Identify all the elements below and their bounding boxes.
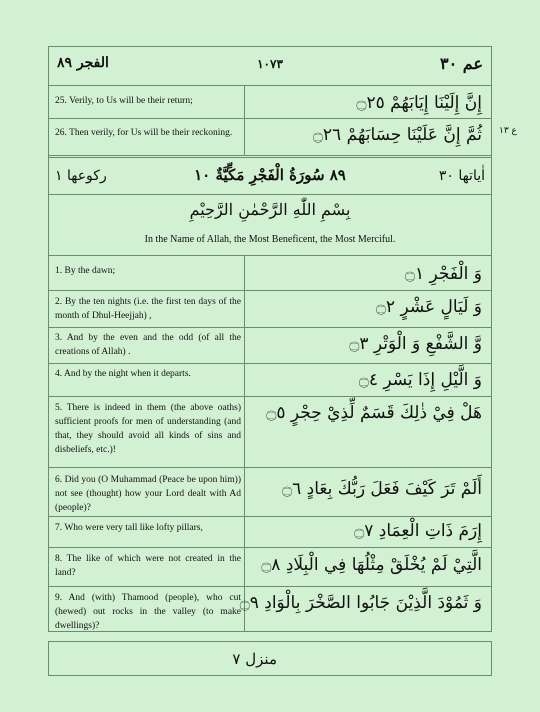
- row-divider: [48, 118, 492, 119]
- column-divider: [244, 86, 245, 155]
- manzil-label: منزل ٧: [232, 650, 277, 668]
- verse-english: 26. Then verily, for Us will be their reckoning.: [55, 128, 233, 138]
- verse-english: 4. And by the night when it departs.: [55, 369, 191, 379]
- row-divider: [48, 327, 492, 328]
- verse-arabic: وَ الْفَجْرِ ۝١: [405, 264, 482, 284]
- verse-english: 5. There is indeed in them (the above oaths) sufficient proofs for men of understanding (and that, they should avoid all kinds of sins and disbeliefs, etc.)!: [55, 403, 241, 455]
- verse-arabic: ثُمَّ إِنَّ عَلَيْنَا حِسَابَهُمْ ۝٢٦: [312, 125, 482, 145]
- row-divider: [48, 255, 492, 256]
- verse-english: 3. And by the even and the odd (of all the creations of Allah) .: [55, 333, 241, 357]
- verse-arabic: إِرَمَ ذَاتِ الْعِمَادِ ۝٧: [354, 521, 482, 541]
- row-divider: [48, 547, 492, 548]
- verse-arabic: وَ ثَمُوْدَ الَّذِيْنَ جَابُوا الصَّخْرَ بِالْوَادِ ۝٩: [239, 593, 482, 613]
- column-divider: [244, 255, 245, 632]
- verse-english: 9. And (with) Thamood (people), who cut (hewed) out rocks in the valley (to make dwellings)?: [55, 593, 241, 631]
- verse-english: 2. By the ten nights (i.e. the first ten days of the month of Dhul-Heejjah) ,: [55, 297, 241, 321]
- verse-arabic: هَلْ فِيْ ذٰلِكَ قَسَمٌ لِّذِيْ حِجْرٍ ۝٥: [266, 403, 482, 423]
- verse-english: 8. The like of which were not created in the land?: [55, 554, 241, 578]
- ruku-marker: ع ١٣: [499, 126, 517, 136]
- juz-label: عم ٣٠: [440, 54, 483, 73]
- row-divider: [48, 467, 492, 468]
- rukus-count: ركوعها ١: [55, 168, 107, 184]
- verse-english: 1. By the dawn;: [55, 266, 116, 276]
- surah-title: ٨٩ سُورَةُ الْفَجْرِ مَكِّيَّةٌ ١٠: [194, 166, 346, 184]
- bismillah-translation: In the Name of Allah, the Most Beneficent, the Most Merciful.: [144, 234, 396, 245]
- row-divider: [48, 290, 492, 291]
- verse-arabic: أَلَمْ تَرَ كَيْفَ فَعَلَ رَبُّكَ بِعَادٍ ۝٦: [282, 479, 482, 499]
- surah-header: [48, 155, 492, 195]
- ayat-count: اٰياتها ٣٠: [438, 168, 485, 184]
- verse-arabic: وَ الَّيْلِ إِذَا يَسْرِ ۝٤: [358, 370, 482, 390]
- verse-arabic: وَ لَيَالٍ عَشْرٍ ۝٢: [375, 297, 482, 317]
- row-divider: [48, 586, 492, 587]
- row-divider: [48, 363, 492, 364]
- verse-arabic: الَّتِيْ لَمْ يُخْلَقْ مِثْلُهَا فِي الْبِلَادِ ۝٨: [261, 555, 482, 575]
- verse-english: 6. Did you (O Muhammad (Peace be upon him)) not see (thought) how your Lord dealt with Ad (people)?: [55, 475, 241, 513]
- page-header: [48, 46, 492, 86]
- row-divider: [48, 396, 492, 397]
- surah-page-label: الفجر ٨٩: [57, 55, 109, 71]
- page-number: ١٠٧٣: [257, 57, 283, 71]
- verse-english: 25. Verily, to Us will be their return;: [55, 96, 193, 106]
- bismillah-arabic: بِسْمِ اللّٰهِ الرَّحْمٰنِ الرَّحِيْمِ: [189, 200, 351, 219]
- verse-arabic: إِنَّ إِلَيْنَا إِيَابَهُمْ ۝٢٥: [356, 93, 482, 113]
- verse-english: 7. Who were very tall like lofty pillars,: [55, 523, 203, 533]
- verse-arabic: وَّ الشَّفْعِ وَ الْوَتْرِ ۝٣: [349, 334, 482, 354]
- page-footer: [48, 641, 492, 676]
